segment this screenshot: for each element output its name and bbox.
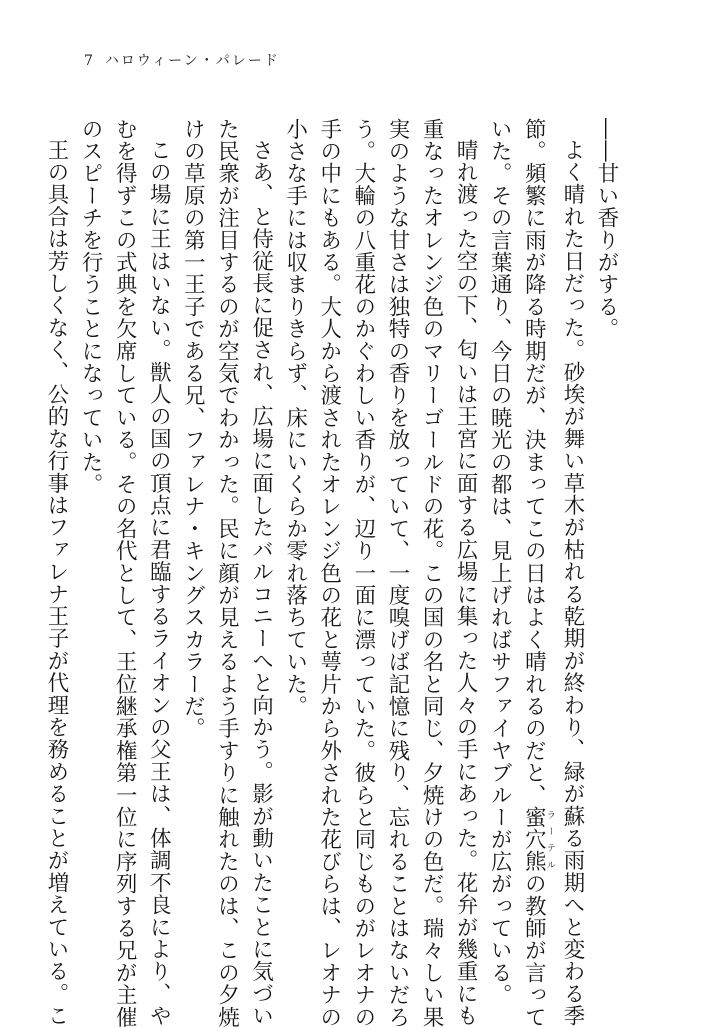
text-line: けの草原の第一王子である兄、ファレナ・キングスカラーだ。 xyxy=(180,118,206,740)
ruby-reading: ラーテル xyxy=(544,806,555,873)
body-text xyxy=(44,118,623,1028)
text-line: いた。その言葉通り、今日の暁光の都は、見上げればサファイヤブルーが広がっている。 xyxy=(487,118,513,1006)
ruby-annotation xyxy=(521,806,555,873)
text-line-part: の教師が言って xyxy=(521,872,547,1028)
text-line: 実のような甘さは独特の香りを放っていて、一度嗅げば記憶に残り、忘れることはないだろ xyxy=(384,118,410,1028)
text-line: 重なったオレンジ色のマリーゴールドの花。この国の名と同じ、夕焼けの色だ。瑞々しい果 xyxy=(419,118,445,1028)
text-line: よく晴れた日だった。砂埃が舞い草木が枯れる乾期が終わり、緑が蘇る雨期へと変わる季 xyxy=(559,139,585,1028)
text-line: う。大輪の八重花のかぐわしい香りが、辺り一面に漂っていた。彼らと同じものがレオナの xyxy=(350,118,376,1028)
ruby-base: 蜜穴熊 xyxy=(521,806,547,873)
page-number: 7 xyxy=(84,53,95,69)
text-line: 王の具合は芳しくなく、公的な行事はファレナ王子が代理を務めることが増えている。こ xyxy=(44,139,69,1028)
text-line xyxy=(516,118,555,1028)
text-line-part: 節。頻繁に雨が降る時期だが、決まってこの日はよく晴れるのだと、 xyxy=(521,118,547,807)
chapter-title: ハロウィーン・パレード xyxy=(104,53,280,69)
running-head xyxy=(84,50,280,70)
text-line: た民衆が注目するのが空気でわかった。民に顔が見えるよう手すりに触れたのは、この夕焼 xyxy=(214,118,240,1028)
text-line: のスピーチを行うことになっていた。 xyxy=(78,118,104,496)
text-line: この場に王はいない。獣人の国の頂点に君臨するライオンの父王は、体調不良により、や xyxy=(146,139,172,1028)
text-line: 手の中にもある。大人から渡されたオレンジ色の花と萼片から外された花びらは、レオナの xyxy=(316,118,342,1028)
text-line: 晴れ渡った空の下、匂いは王宮に面する広場に集った人々の手にあった。花弁が幾重にも xyxy=(453,139,479,1028)
text-line: むを得ずこの式典を欠席している。その名代として、王位継承権第一位に序列する兄が主催 xyxy=(112,118,138,1028)
text-line: 小さな手には収まりきらず、床にいくらか零れ落ちていた。 xyxy=(282,118,308,718)
text-line: ――甘い香りがする。 xyxy=(594,118,619,340)
text-line: さあ、と侍従長に促され、広場に面したバルコニーへと向かう。影が動いたことに気づい xyxy=(248,139,274,1028)
